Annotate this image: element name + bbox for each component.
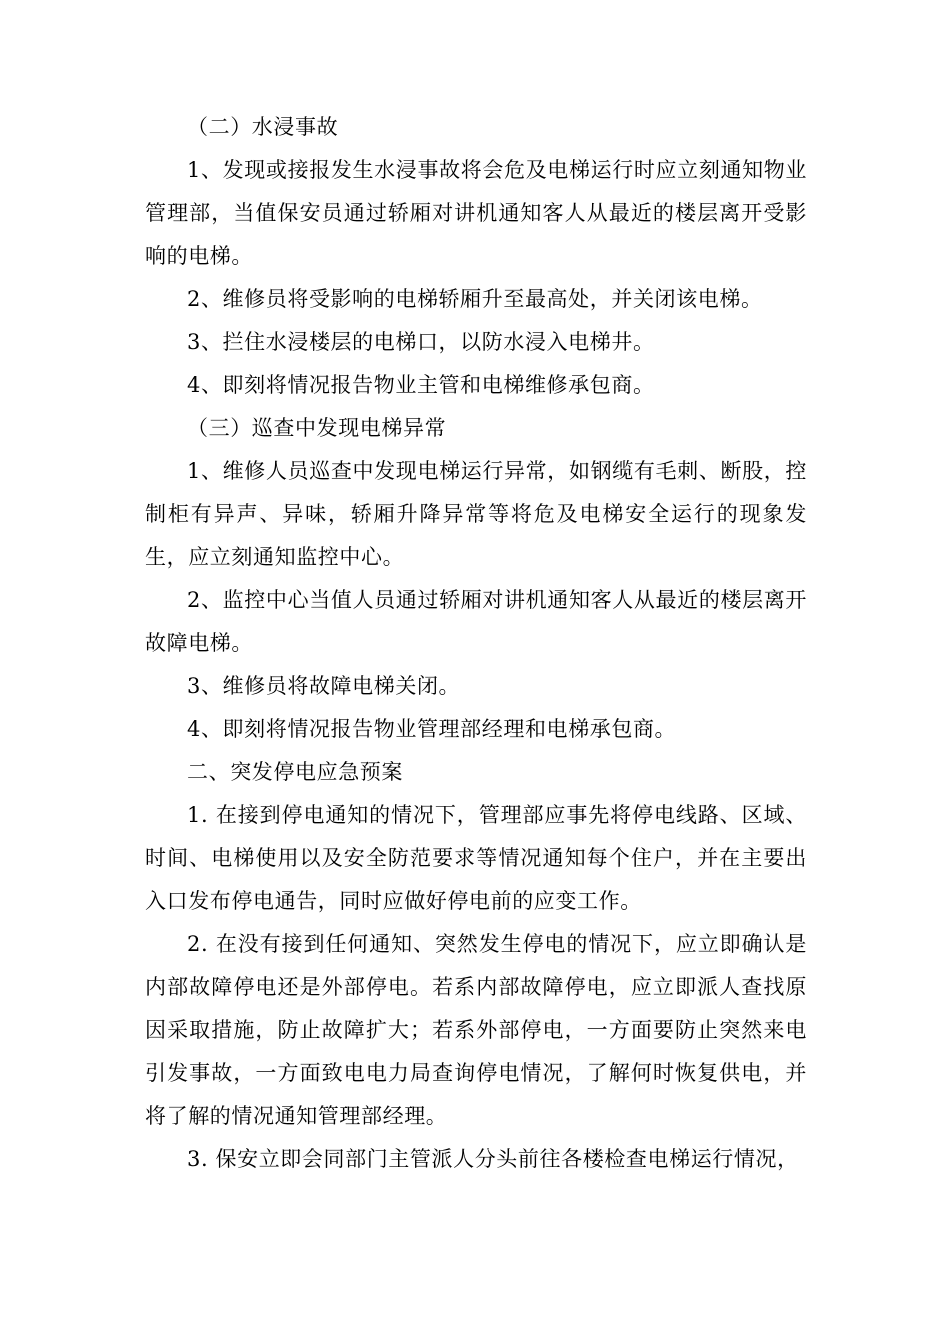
paragraph-water-step-3: 3、拦住水浸楼层的电梯口，以防水浸入电梯井。 [187,330,655,354]
section-heading-water-accident: （二）水浸事故 [187,115,339,139]
paragraph-inspection-step-4: 4、即刻将情况报告物业管理部经理和电梯承包商。 [187,717,677,741]
paragraph-outage-step-1: 1. 在接到停电通知的情况下，管理部应事先将停电线路、区域、时间、电梯使用以及安全防范要求等情况通知每个住户，并在主要出入口发布停电通告，同时应做好停电前的应变工作。 [145,803,807,913]
paragraph-inspection-step-3: 3、维修员将故障电梯关闭。 [187,674,461,698]
paragraph-inspection-step-2: 2、监控中心当值人员通过轿厢对讲机通知客人从最近的楼层离开故障电梯。 [145,588,807,655]
paragraph-water-step-2: 2、维修员将受影响的电梯轿厢升至最高处，并关闭该电梯。 [187,287,763,311]
paragraph-outage-step-2: 2. 在没有接到任何通知、突然发生停电的情况下，应立即确认是内部故障停电还是外部停电。若系内部故障停电，应立即派人查找原因采取措施，防止故障扩大；若系外部停电，一方面要防止突然来电引发事故，一方面致电电力局查询停电情况，了解何时恢复供电，并将了解的情况通知管理部经理。 [145,932,807,1128]
paragraph-outage-step-3: 3. 保安立即会同部门主管派人分头前往各楼检查电梯运行情况， [187,1147,799,1171]
paragraph-inspection-step-1: 1、维修人员巡查中发现电梯运行异常，如钢缆有毛刺、断股，控制柜有异声、异味，轿厢升降异常等将危及电梯安全运行的现象发生，应立刻通知监控中心。 [145,459,807,569]
section-heading-power-outage-plan: 二、突发停电应急预案 [187,760,403,784]
section-heading-inspection-anomaly: （三）巡查中发现电梯异常 [187,416,447,440]
paragraph-water-step-1: 1、发现或接报发生水浸事故将会危及电梯运行时应立刻通知物业管理部，当值保安员通过轿厢对讲机通知客人从最近的楼层离开受影响的电梯。 [145,158,807,268]
document-body [145,106,807,1181]
paragraph-water-step-4: 4、即刻将情况报告物业主管和电梯维修承包商。 [187,373,655,397]
